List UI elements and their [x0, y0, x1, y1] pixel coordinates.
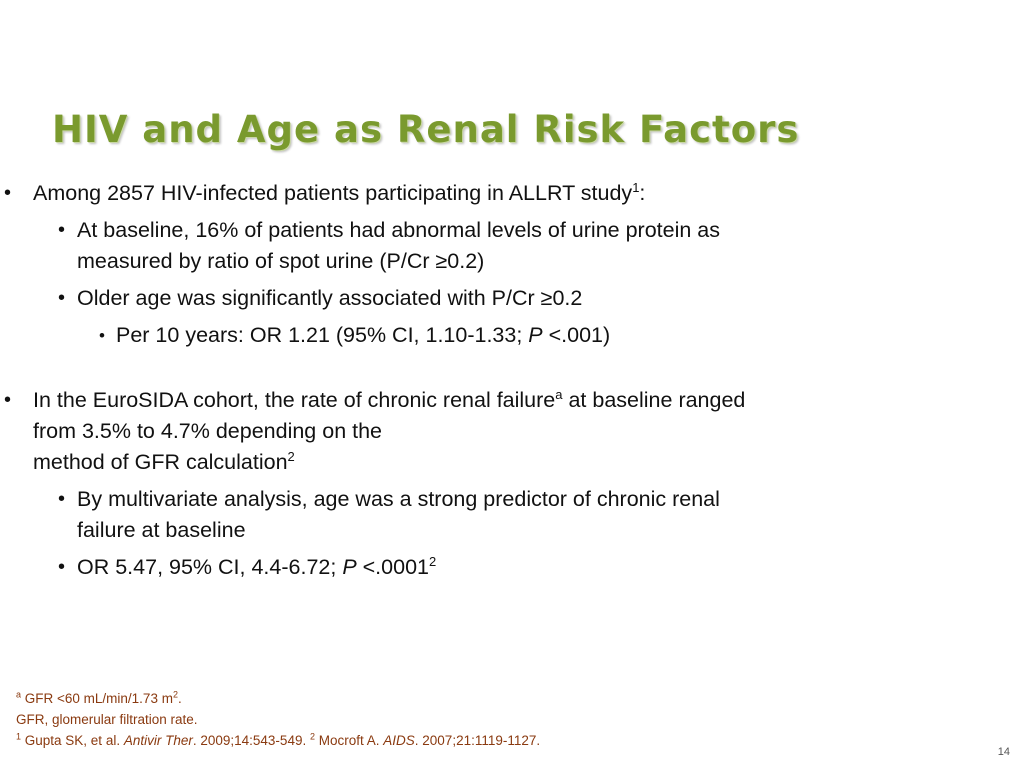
footnotes — [16, 688, 540, 751]
bullet-dot-icon: • — [58, 219, 66, 241]
footnote-references: $^1$ Gupta SK, et al. Antivir Ther. 2009;14:543-549. $^2$ Mocroft A. AIDS. 2007;21:1119-1127. — [16, 731, 541, 748]
bullet-dot-icon: • — [58, 556, 66, 578]
bullet-odds-ratio: • OR 5.47, 95% CI, 4.4-6.72; $P <.0001^2$ — [0, 552, 920, 583]
bullet-older-age: • Older age was significantly associated with P/Cr ≥0.2 — [0, 283, 920, 314]
bullet-dot-icon: • — [58, 287, 66, 309]
bullet-list — [0, 178, 920, 583]
bullet-baseline-proteinuria: • At baseline, 16% of patients had abnormal levels of urine protein as measured by ratio of spot urine (P/Cr ≥0.2) — [0, 215, 920, 277]
footnote-abbreviation: GFR, glomerular filtration rate. — [16, 712, 198, 727]
bullet-dot-icon: • — [4, 389, 12, 411]
footnote-gfr-definition: $^a$ GFR <60 mL/min/1.73 $m^2$. — [16, 689, 182, 706]
bullet-eurosida-cohort: • In the EuroSIDA cohort, the rate of chronic renal failure$^a$ at baseline ranged from 3.5% to 4.7% depending on the method of GFR calculation$^2$ — [4, 386, 746, 474]
bullet-allrt-study: • Among 2857 HIV-infected patients participating in ALLRT study$^1$: — [0, 178, 920, 209]
bullet-per-10-years: • Per 10 years: OR 1.21 (95% CI, 1.10-1.33; P <.001) — [0, 320, 920, 351]
bullet-dot-icon: • — [99, 326, 105, 345]
bullet-dot-icon: • — [58, 488, 66, 510]
slide-title: HIV and Age as Renal Risk Factors — [52, 108, 800, 151]
bullet-dot-icon: • — [4, 182, 12, 204]
page-number: 14 — [997, 746, 1010, 758]
bullet-multivariate-analysis: • By multivariate analysis, age was a strong predictor of chronic renal failure at baseline — [0, 484, 920, 546]
